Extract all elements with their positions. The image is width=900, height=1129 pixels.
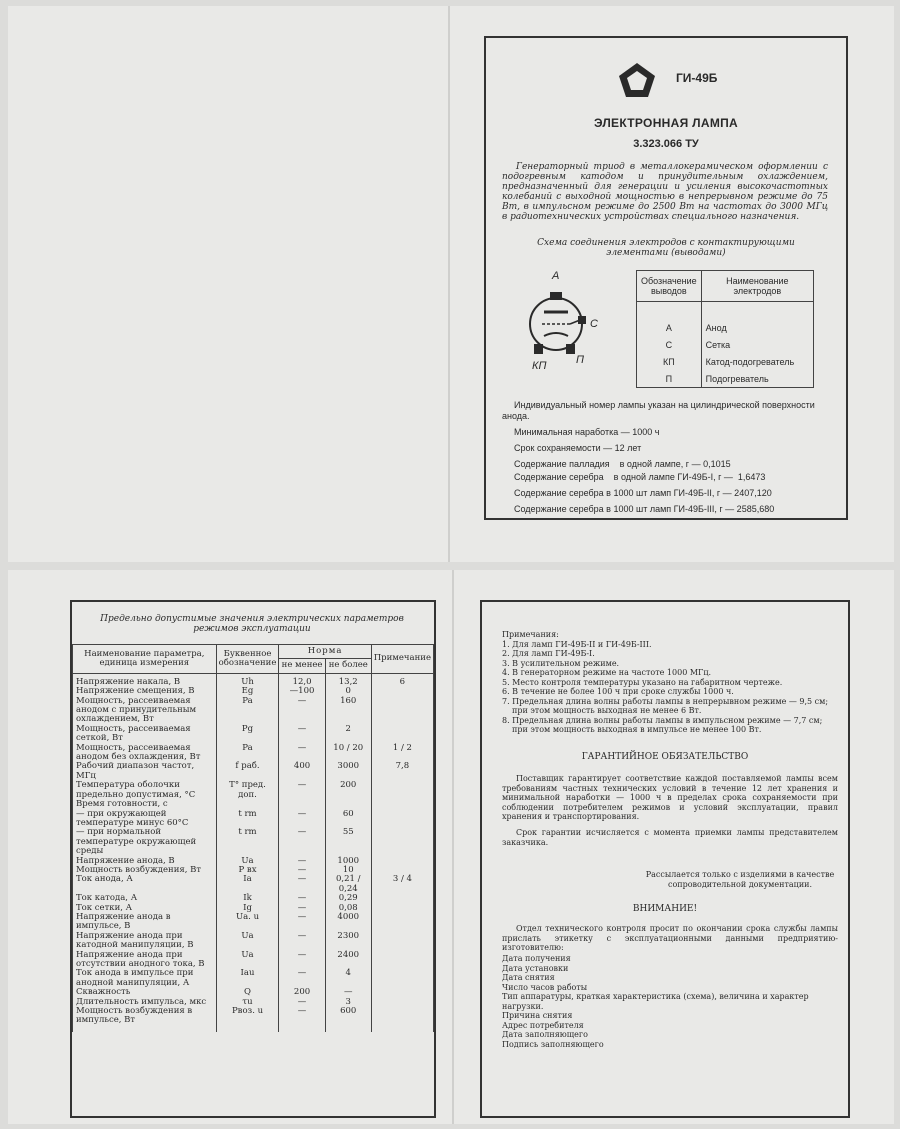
param-symbol: Ua [216,951,279,970]
feedback-field: Число часов работы [502,982,588,992]
note-item: 6. В течение не более 100 ч при сроке службы 1000 ч. [502,687,734,696]
param-note [371,857,433,866]
param-name: Мощность, рассеиваемая анодом без охлаждения, Вт [73,744,217,763]
param-name: Ток анода, А [73,875,217,894]
param-name: Длительность импульса, мкс [73,998,217,1007]
col-min: не менее [279,659,325,673]
fold-line [448,6,450,562]
param-name: Напряжение накала, В [73,673,217,687]
document-title: ЭЛЕКТРОННАЯ ЛАМПА [593,116,739,130]
param-symbol: Pa [216,697,279,725]
param-note [371,988,433,997]
param-symbol: Eg [216,687,279,696]
param-min: 12,0 [279,673,325,687]
param-symbol: Ik [216,894,279,903]
pin-name: Анод [701,319,813,336]
param-max: 0 [325,687,371,696]
fold-line [452,570,454,1124]
pin-row [637,336,814,353]
param-min: — [279,998,325,1007]
param-name: Напряжение анода в импульсе, В [73,913,217,932]
pin-code: КП [637,353,702,370]
param-max: 60 [325,810,371,829]
param-min: — [279,828,325,856]
param-symbol: Iau [216,969,279,988]
fact-storage: Срок сохраняемости — 12 лет [514,443,642,453]
param-min: 200 [279,988,325,997]
param-name: — при нормальной температуре окружающей среды [73,828,217,856]
feedback-field: Дата получения [502,954,571,963]
limits-row [73,828,434,856]
feedback-fields [502,954,838,1049]
param-symbol: Ia [216,875,279,894]
note-item: 5. Место контроля температуры указано на габаритном чертеже. [502,677,783,687]
param-symbol: Q [216,988,279,997]
param-note [371,725,433,744]
param-note [371,998,433,1007]
feedback-field: Причина снятия [502,1011,573,1020]
param-min: — [279,857,325,866]
model-name: ГИ-49Б [676,71,718,85]
fact-silver-2: Содержание серебра в 1000 шт ламп ГИ-49Б-II, г — 2407,120 [514,488,772,498]
param-symbol: Pa [216,744,279,763]
param-symbol: τu [216,998,279,1007]
pin-code: А [637,319,702,336]
bottom-sheet [8,570,894,1124]
feedback-field: Адрес потребителя [502,1020,584,1030]
notes-block [502,630,838,735]
param-symbol: Ua [216,857,279,866]
attention-title: ВНИМАНИЕ! [632,904,698,914]
param-note: 3 / 4 [371,875,433,894]
pin-row [637,319,814,336]
limits-row [73,951,434,970]
param-min: — [279,904,325,913]
param-note [371,781,433,800]
param-name: Ток катода, А [73,894,217,903]
param-symbol: Рвоз. u [216,1007,279,1026]
diagram-label-cathode: КП [532,360,547,372]
param-note: 1 / 2 [371,744,433,763]
param-note [371,800,433,809]
feedback-field: Дата установки [502,963,569,973]
param-max: 4000 [325,913,371,932]
param-symbol: Ig [216,904,279,913]
param-min: — [279,744,325,763]
limits-row [73,969,434,988]
param-note [371,1007,433,1026]
limits-row [73,932,434,951]
param-max: 10 / 20 [325,744,371,763]
param-symbol: t rm [216,810,279,829]
param-symbol: f раб. [216,762,279,781]
pin-row [637,370,814,388]
param-note [371,904,433,913]
param-min: — [279,725,325,744]
fact-palladium: Содержание палладия в одной лампе, г — 0,1015 [514,459,731,469]
param-min: — [279,866,325,875]
spec-number: 3.323.066 ТУ [633,138,699,150]
limits-row [73,913,434,932]
pin-code: П [637,370,702,388]
param-symbol: Uh [216,673,279,687]
note-item: 3. В усилительном режиме. [502,658,620,668]
param-name: Напряжение смещения, В [73,687,217,696]
pin-table-header-name: Наименование электродов [701,271,813,302]
param-max: 4 [325,969,371,988]
feedback-field: Дата снятия [502,973,555,982]
limits-row [73,875,434,894]
feedback-field: Подпись заполняющего [502,1039,604,1049]
param-name: Мощность, рассеиваемая сеткой, Вт [73,725,217,744]
param-note [371,828,433,856]
param-name: — при окружающей температуре минус 60°С [73,810,217,829]
param-min: — [279,951,325,970]
limits-row [73,762,434,781]
param-note: 6 [371,673,433,687]
param-name: Напряжение анода, В [73,857,217,866]
param-name: Мощность возбуждения в импульсе, Вт [73,1007,217,1026]
guarantee-text: Поставщик гарантирует соответствие каждой поставляемой лампы всем требованиям частных технических условий в течение 12 лет хранения и минимальной наработки — 1000 ч в пределах срока сохраняемости при соблюдении потребителем режимов и условий эксплуатации, правил хранения и транспортирования. [502,774,838,821]
col-symbol: Буквенное обозначение [216,645,279,674]
param-note [371,932,433,951]
top-sheet [8,6,894,562]
param-max: 3000 [325,762,371,781]
feedback-field: Тип аппаратуры, краткая характеристика (схема), величина и характер нагрузки. [502,992,809,1011]
pin-name: Катод-подогреватель [701,353,813,370]
param-note [371,687,433,696]
param-max: 2300 [325,932,371,951]
param-min: — [279,781,325,800]
param-note [371,810,433,829]
guarantee-term: Срок гарантии исчисляется с момента приемки лампы представителем заказчика. [502,828,838,847]
param-max: 1000 [325,857,371,866]
col-note: Примечание [371,645,433,674]
param-note [371,913,433,932]
pin-name: Сетка [701,336,813,353]
fact-silver-1: Содержание серебра в одной лампе ГИ-49Б-I, г — 1,6473 [514,472,766,482]
param-min: — [279,969,325,988]
param-min: — [279,697,325,725]
param-symbol: t rm [216,828,279,856]
param-min: —100 [279,687,325,696]
limits-title: Предельно допустимые значения электрических параметров режимов эксплуатации [100,614,404,634]
note-item: 8. Предельная длина волны работы лампы в импульсном режиме — 7,7 см; при этом мощность выходная в импульсе не менее 100 Вт. [502,715,823,734]
param-symbol: T° пред. доп. [216,781,279,800]
param-max: 600 [325,1007,371,1026]
diagram-caption: Схема соединения электродов с контактирующими элементами (выводами) [537,238,795,258]
param-max: 160 [325,697,371,725]
col-param: Наименование параметра, единица измерения [73,645,217,674]
param-min: — [279,875,325,894]
fact-lifetime: Минимальная наработка — 1000 ч [514,427,660,437]
param-min: — [279,913,325,932]
limits-row [73,725,434,744]
param-name: Мощность, рассеиваемая анодом с принудительным охлаждением, Вт [73,697,217,725]
param-note [371,951,433,970]
fact-serial: Индивидуальный номер лампы указан на цилиндрической поверхности анода. [502,400,815,421]
param-name: Рабочий диапазон частот, МГц [73,762,217,781]
limits-row [73,810,434,829]
param-max: 2400 [325,951,371,970]
limits-row [73,697,434,725]
notes-frame [480,600,850,1118]
note-item: 7. Предельная длина волны работы лампы в непрерывном режиме — 9,5 см; при этом мощность выходная не менее 6 Вт. [502,696,829,715]
note-item: 2. Для ламп ГИ-49Б-I. [502,649,595,658]
param-symbol: P вх [216,866,279,875]
param-max: — [325,988,371,997]
param-max: 0,29 [325,894,371,903]
limits-row [73,673,434,687]
col-max: не более [325,659,371,673]
param-min: — [279,894,325,903]
notes-heading: Примечания: [502,630,559,639]
param-max: 10 [325,866,371,875]
param-max: 0,21 / 0,24 [325,875,371,894]
param-symbol: Pg [216,725,279,744]
limits-row [73,744,434,763]
diagram-label-heater: П [576,354,584,366]
param-min: — [279,1007,325,1026]
param-name: Напряжение анода при отсутствии анодного тока, В [73,951,217,970]
notes-list [502,640,838,735]
limits-table [72,644,434,1032]
pin-table-header-code: Обозначение выводов [637,271,702,302]
param-max: 3 [325,998,371,1007]
param-name: Ток сетки, А [73,904,217,913]
limits-row [73,781,434,800]
fact-silver-3: Содержание серебра в 1000 шт ламп ГИ-49Б-III, г — 2585,680 [514,504,775,514]
pin-table [636,270,814,388]
param-note: 7,8 [371,762,433,781]
param-min: — [279,810,325,829]
param-note [371,894,433,903]
param-name: Скважность [73,988,217,997]
pentagon-logo [616,60,658,100]
limits-body [73,673,434,1032]
param-min: 400 [279,762,325,781]
param-max: 2 [325,725,371,744]
param-name: Мощность возбуждения, Вт [73,866,217,875]
limits-row [73,1007,434,1026]
attention-text: Отдел технического контроля просит по окончании срока службы лампы прислать этикетку с эксплуатационными данными предприятию-изготовителю: [502,924,838,952]
param-name: Напряжение анода при катодной манипуляции, В [73,932,217,951]
facts-block [502,400,842,515]
param-max: 55 [325,828,371,856]
param-max: 200 [325,781,371,800]
note-item: 4. В генераторном режиме на частоте 1000 МГц. [502,668,712,677]
distribution-note: Рассылается только с изделиями в качестве сопроводительной документации. [645,870,835,889]
feedback-field: Дата заполняющего [502,1030,588,1039]
note-item: 1. Для ламп ГИ-49Б-II и ГИ-49Б-III. [502,639,652,649]
param-max: 13,2 [325,673,371,687]
diagram-label-anode: А [552,270,560,282]
col-norm: Норма [279,645,371,659]
pin-code: С [637,336,702,353]
param-name: Температура оболочки предельно допустимая, °С [73,781,217,800]
diagram-label-grid: С [590,318,598,330]
param-note [371,969,433,988]
param-symbol: Ua. u [216,913,279,932]
limits-frame [70,600,436,1118]
param-name: Время готовности, с [73,800,217,809]
pin-name: Подогреватель [701,370,813,388]
param-min: — [279,932,325,951]
product-description: Генераторный триод в металлокерамическом оформлении с подогревным катодом и принудительным охлаждением, предназначенный для генерации и усиления высокочастотных колебаний с выходной мощностью в непрерывном режиме до 75 Вт, в импульсном режиме до 2500 Вт на частотах до 3000 МГц в радиотехнических устройствах специального назначения. [502,162,828,222]
guarantee-title: ГАРАНТИЙНОЕ ОБЯЗАТЕЛЬСТВО [581,752,749,762]
param-symbol: Ua [216,932,279,951]
datasheet-frame [484,36,848,520]
param-note [371,697,433,725]
param-max: 0,08 [325,904,371,913]
param-name: Ток анода в импульсе при анодной манипуляции, А [73,969,217,988]
pin-row [637,353,814,370]
